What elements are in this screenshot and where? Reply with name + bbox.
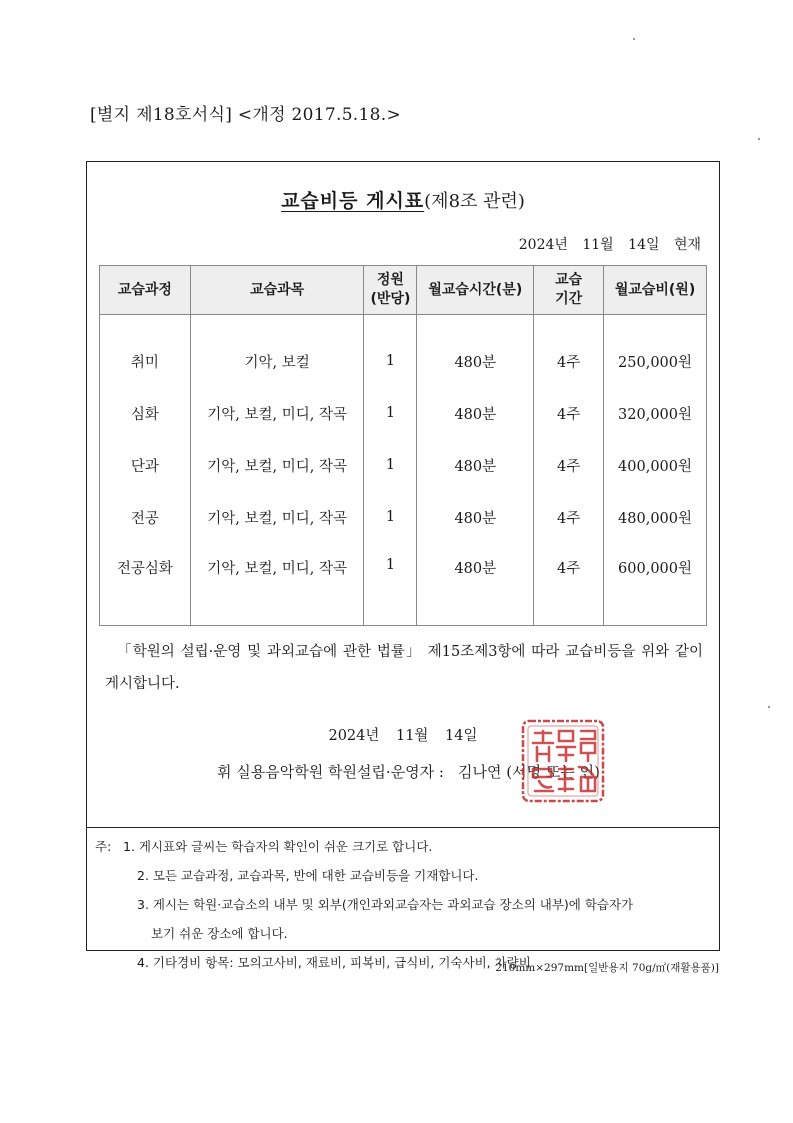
notes-section xyxy=(95,832,633,977)
cell-course: 취미 xyxy=(100,335,191,387)
paper-spec-footer: 210mm×297mm[일반용지 70g/㎡(재활용품)] xyxy=(495,962,719,974)
cell-fee: 600,000원 xyxy=(604,543,707,626)
cell-fee: 480,000원 xyxy=(604,491,707,543)
notes-prefix: 주: xyxy=(95,839,112,854)
cell-fee: 400,000원 xyxy=(604,439,707,491)
cell-capacity: 1 xyxy=(364,543,417,626)
note-item: 2. 모든 교습과정, 교습과목, 반에 대한 교습비등을 기재합니다. xyxy=(137,868,479,883)
cell-hours: 480분 xyxy=(417,491,534,543)
cell-hours: 480분 xyxy=(417,387,534,439)
cell-hours: 480분 xyxy=(417,335,534,387)
cell-period: 4주 xyxy=(534,543,604,626)
header-course: 교습과정 xyxy=(100,266,191,315)
header-period xyxy=(534,266,604,315)
cell-capacity: 1 xyxy=(364,335,417,387)
cell-fee: 320,000원 xyxy=(604,387,707,439)
fee-table xyxy=(99,265,707,626)
operator-label: 휘 실용음악학원 학원설립·운영자 : xyxy=(217,763,444,781)
cell-capacity: 1 xyxy=(364,491,417,543)
signature-note: (서명 또는 인) xyxy=(506,763,600,781)
header-capacity xyxy=(364,266,417,315)
note-item: 4. 기타경비 항목: 모의고사비, 재료비, 피복비, 급식비, 기숙사비, 차량비 xyxy=(137,955,531,970)
signature-date: 2024년 11월 14일 xyxy=(328,728,478,744)
table-row xyxy=(100,387,707,439)
document-title xyxy=(87,186,719,213)
header-capacity-line2: (반당) xyxy=(370,291,411,307)
cell-subject: 기악, 보컬, 미디, 작곡 xyxy=(190,491,364,543)
notes-list xyxy=(95,832,633,977)
as-of-date: 2024년 11월 14일 현재 xyxy=(518,237,701,253)
red-seal-stamp xyxy=(519,717,607,805)
cell-capacity: 1 xyxy=(364,439,417,491)
header-fee: 월교습비(원) xyxy=(604,266,707,315)
header-period-line1: 교습 xyxy=(555,272,583,289)
header-hours: 월교습시간(분) xyxy=(417,266,534,315)
table-row xyxy=(100,543,707,626)
cell-period: 4주 xyxy=(534,439,604,491)
scan-speck xyxy=(768,706,770,708)
cell-subject: 기악, 보컬 xyxy=(190,335,364,387)
cell-hours: 480분 xyxy=(417,439,534,491)
cell-hours: 480분 xyxy=(417,543,534,626)
cell-course: 단과 xyxy=(100,439,191,491)
table-row xyxy=(100,439,707,491)
title-sub: (제8조 관련) xyxy=(424,191,525,212)
scan-speck xyxy=(758,138,760,140)
cell-period: 4주 xyxy=(534,387,604,439)
operator-name: 김나연 xyxy=(458,763,502,781)
cell-course: 전공심화 xyxy=(100,543,191,626)
note-item: 1. 게시표와 글씨는 학습자의 확인이 쉬운 크기로 합니다. xyxy=(123,839,433,854)
note-item: 보기 쉬운 장소에 합니다. xyxy=(151,926,288,941)
form-label: [별지 제18호서식] <개정 2017.5.18.> xyxy=(90,105,401,125)
title-main: 교습비등 게시표 xyxy=(281,190,425,212)
cell-course: 전공 xyxy=(100,491,191,543)
header-capacity-line1: 정원 xyxy=(376,272,404,289)
cell-subject: 기악, 보컬, 미디, 작곡 xyxy=(190,543,364,626)
notice-paragraph: 「학원의 설립·운영 및 과외교습에 관한 법률」 제15조제3항에 따라 교습비등을 위와 같이 게시합니다. xyxy=(105,644,703,692)
scan-speck xyxy=(633,38,635,40)
cell-capacity: 1 xyxy=(364,387,417,439)
notes-divider xyxy=(87,827,719,828)
cell-fee: 250,000원 xyxy=(604,335,707,387)
cell-course: 심화 xyxy=(100,387,191,439)
cell-period: 4주 xyxy=(534,335,604,387)
table-header-row xyxy=(100,266,707,315)
header-subject: 교습과목 xyxy=(190,266,364,315)
cell-subject: 기악, 보컬, 미디, 작곡 xyxy=(190,439,364,491)
header-period-line2: 기간 xyxy=(555,291,583,307)
table-row xyxy=(100,491,707,543)
note-item: 3. 게시는 학원·교습소의 내부 및 외부(개인과외교습자는 과외교습 장소의 내부)에 학습자가 xyxy=(137,897,634,912)
cell-period: 4주 xyxy=(534,491,604,543)
cell-subject: 기악, 보컬, 미디, 작곡 xyxy=(190,387,364,439)
table-spacer xyxy=(100,315,707,336)
table-row xyxy=(100,335,707,387)
